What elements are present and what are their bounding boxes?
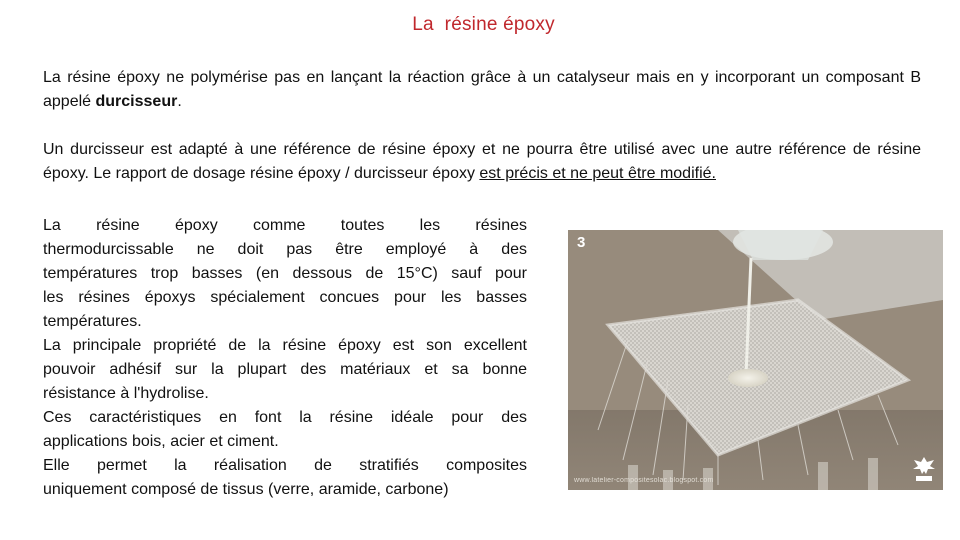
text-line: pouvoir adhésif sur la plupart des matériaux et sa bonne [43,361,527,378]
text-line: Elle permet la réalisation de stratifiés composites [43,457,527,474]
eagle-logo-icon [911,454,937,484]
photo-illustration [568,230,943,490]
text-line: températures trop basses (en dessous de 15°C) sauf pour [43,265,527,282]
text-line: thermodurcissable ne doit pas être employé à des [43,241,527,258]
text-line: La principale propriété de la résine époxy est son excellent [43,337,527,354]
photo-credit: www.latelier-compositesolac.blogspot.com [574,477,714,484]
paragraph-properties [43,214,527,502]
paragraph-2-text: Un durcisseur est adapté à une référence de résine époxy et ne pourra être utilisé avec une autre référence de résine époxy. Le rapport de dosage résine époxy / durcisseur époxy [43,141,921,182]
text-line: applications bois, acier et ciment. [43,433,279,450]
text-line: températures. [43,313,142,330]
text-line: Ces caractéristiques en font la résine idéale pour des [43,409,527,426]
slide-title: La résine époxy [412,14,555,35]
text-line: les résines époxys spécialement concues pour les basses [43,289,527,306]
text-line: résistance à l'hydrolise. [43,385,209,402]
paragraph-1-end: . [177,93,182,110]
underlined-statement: est précis et ne peut être modifié. [479,165,716,182]
paragraph-1-text: La résine époxy ne polymérise pas en lançant la réaction grâce à un catalyseur mais en y incorporant un composant B appelé [43,69,921,110]
text-line: La résine époxy comme toutes les résines [43,217,527,234]
photo-number: 3 [577,234,586,251]
paragraph-dosage [43,138,921,186]
resin-pouring-photo [568,230,943,490]
paragraph-epoxy-hardener [43,66,921,114]
text-line: uniquement composé de tissus (verre, aramide, carbone) [43,481,449,498]
keyword-durcisseur: durcisseur [95,93,178,110]
